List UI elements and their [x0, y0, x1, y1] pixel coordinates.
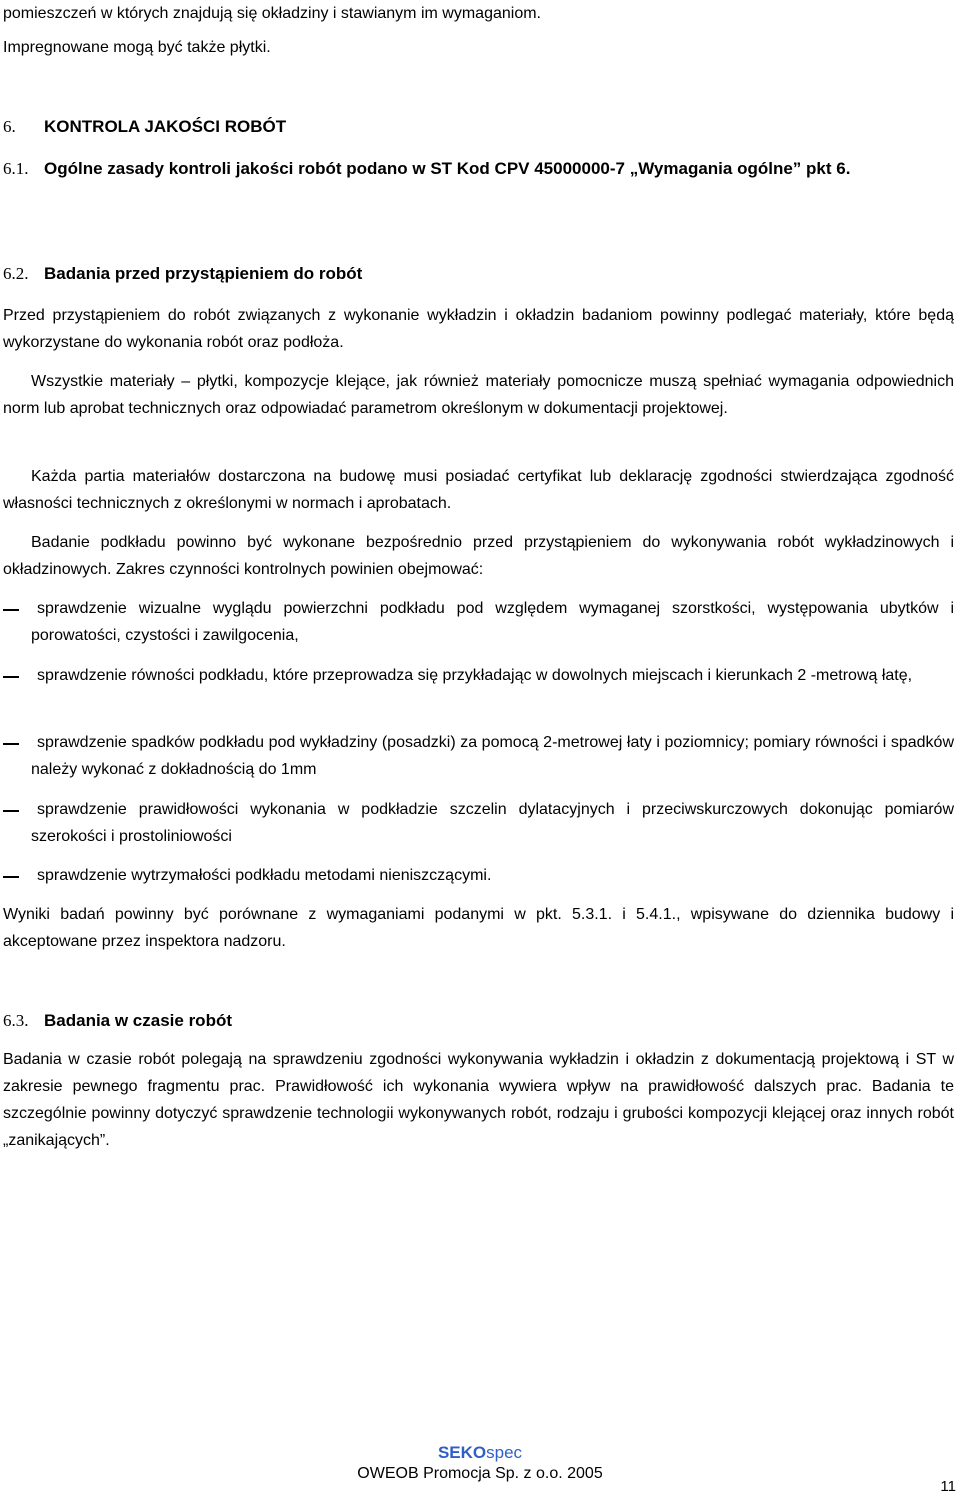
- paragraph: Badania w czasie robót polegają na sprawdzeniu zgodności wykonywania wykładzin i okładzin z dokumentacją projektową i ST w zakresie pewnego fragmentu prac. Prawidłowość ich wykonania wywiera wpływ na prawidłowość dalszych prac. Badania te szczególnie powinny dotyczyć sprawdzenie technologii wykonywanych robót, rodzaju i grubości kompozycji klejącej oraz innych robót „zanikających”.: [3, 1051, 954, 1149]
- list-item-text: sprawdzenie spadków podkładu pod wykładziny (posadzki) za pomocą 2-metrowej łaty i poziomnicy; pomiary równości i spadków należy wykonać z dokładnością do 1mm: [31, 734, 954, 778]
- list-item-text: sprawdzenie wytrzymałości podkładu metodami nieniszczącymi.: [37, 867, 492, 884]
- paragraph: Wszystkie materiały – płytki, kompozycje klejące, jak również materiały pomocnicze muszą spełniać wymagania odpowiednich norm lub aprobat technicznych oraz odpowiadać parametrom określonym w dokumentacji projektowej.: [3, 373, 954, 417]
- section-6-2-heading: [0, 260, 960, 287]
- dash-bullet-icon: [3, 662, 19, 689]
- paragraph: Każda partia materiałów dostarczona na budowę musi posiadać certyfikat lub deklarację zgodności stwierdzająca zgodność własności technicznych z określonymi w normach i aprobatach.: [3, 468, 954, 512]
- list-item-text: sprawdzenie wizualne wyglądu powierzchni podkładu pod względem wymaganej szorstkości, występowania ubytków i porowatości, czystości i zawilgocenia,: [31, 600, 954, 644]
- section-title: Badania w czasie robót: [44, 1011, 232, 1030]
- dash-bullet-icon: [3, 862, 19, 889]
- section-number: 6.: [3, 117, 16, 136]
- paragraph: Przed przystąpieniem do robót związanych z wykonanie wykładzin i okładzin badaniom powinny podlegać materiały, które będą wykorzystane do wykonania robót oraz podłoża.: [3, 307, 954, 351]
- brand-light: spec: [486, 1443, 523, 1462]
- dash-bullet-icon: [3, 796, 19, 823]
- paragraph: Badanie podkładu powinno być wykonane bezpośrednio przed przystąpieniem do wykonywania robót wykładzinowych i okładzinowych. Zakres czynności kontrolnych powinien obejmować:: [3, 534, 954, 578]
- footer-text: OWEOB Promocja Sp. z o.o. 2005: [357, 1465, 603, 1482]
- section-number: 6.1.: [3, 159, 29, 178]
- section-title: Badania przed przystąpieniem do robót: [44, 264, 363, 283]
- page-number: 11: [940, 1478, 956, 1495]
- section-number: 6.3.: [3, 1011, 29, 1030]
- list-item-text: sprawdzenie prawidłowości wykonania w podkładzie szczelin dylatacyjnych i przeciwskurczowych dokonując pomiarów szerokości i prostoliniowości: [31, 801, 954, 845]
- list-item-text: sprawdzenie równości podkładu, które przeprowadza się przykładając w dowolnych miejscach i kierunkach 2 -metrową łatę,: [37, 667, 913, 684]
- section-6-3-heading: [0, 1007, 960, 1034]
- intro-line-2: Impregnowane mogą być także płytki.: [3, 39, 271, 56]
- footer-brand-logo: [0, 1443, 960, 1463]
- intro-line-1: pomieszczeń w których znajdują się okładziny i stawianym im wymaganiom.: [3, 5, 541, 22]
- section-number: 6.2.: [3, 264, 29, 283]
- paragraph: Wyniki badań powinny być porównane z wymaganiami podanymi w pkt. 5.3.1. i 5.4.1., wpisywane do dziennika budowy i akceptowane przez inspektora nadzoru.: [3, 906, 954, 950]
- section-6-1-text: Ogólne zasady kontroli jakości robót podano w ST Kod CPV 45000000-7 „Wymagania ogólne” pkt 6.: [44, 159, 851, 178]
- dash-bullet-icon: [3, 595, 19, 622]
- dash-bullet-icon: [3, 729, 19, 756]
- section-6-heading: [0, 113, 960, 140]
- section-title: KONTROLA JAKOŚCI ROBÓT: [44, 117, 287, 136]
- brand-bold: SEKO: [437, 1443, 487, 1462]
